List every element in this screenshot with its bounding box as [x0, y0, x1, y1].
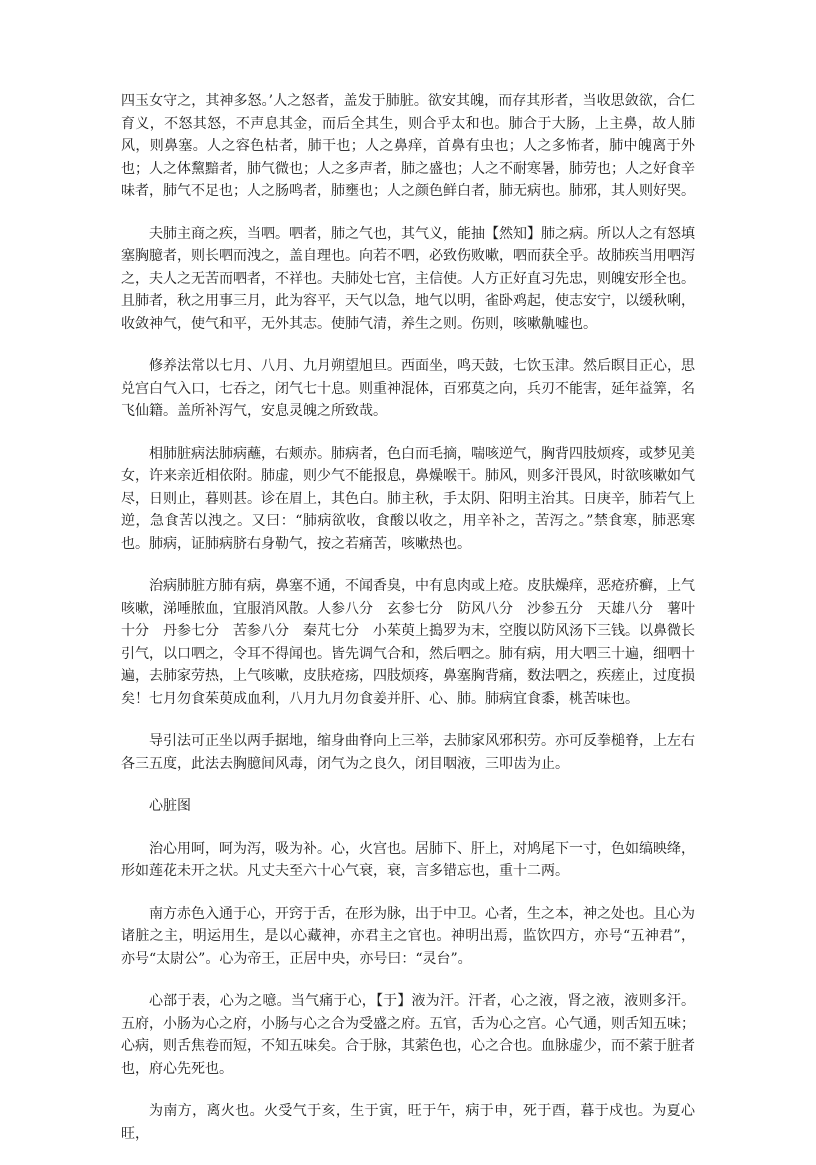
paragraph: 夫肺主商之疾，当呬。呬者，肺之气也，其气义，能抽【然知】肺之病。所以人之有怒填塞胸臆者，则长呬而洩之，盖自理也。向若不呬，必致伤败嗽，呬而获全乎。故肺疾当用呬泻之，夫人之无苦而呬者，不祥也。夫肺处七宫，主信使。人方正好直习先忠，则魄安形全也。且肺者，秋之用事三月，此为容平，天气以急，地气以明，雀卧鸡起，使志安宁，以缓秋唎，收敛神气，使气和平，无外其志。使肺气清，养生之则。伤则，咳嗽鼽嘘也。: [121, 225, 695, 332]
paragraph: 南方赤色入通于心，开窍于舌，在形为脉，出于中卫。心者，生之本，神之处也。且心为诸脏之主，明运用生，是以心藏神，亦君主之官也。神明出焉，监饮四方，亦号“五神君”，亦号“太尉公”。心为帝王，正居中央，亦号曰：“灵台”。: [121, 905, 695, 967]
section-heading: 心脏图: [149, 798, 191, 814]
paragraph: 心部于表，心为之噫。当气痛于心，【于】液为汗。汗者，心之液，肾之液，液则多汗。五府，小肠为心之府，小肠与心之合为受盛之府。五官，舌为心之宫。心气通，则舌知五味；心病，则舌焦卷而短，不知五味矣。合于脉，其萦色也，心之合也。血脉虚少，而不萦于脏者也，府心先死也。: [121, 993, 695, 1077]
paragraph: 治病肺脏方肺有病，鼻塞不通，不闻香臭，中有息肉或上疮。皮肤燥痒，恶疮疥癣，上气咳嗽，涕唾脓血，宜服消风散。人参八分 玄参七分 防风八分 沙参五分 天雄八分 薯叶十分 丹参七分 苦参八分 秦芃七分 小茱萸上搗罗为末，空腹以防风汤下三钱。以鼻微长引气，以口呬之，令耳不得闻也。皆先调气合和，然后呬之。肺有病，用大呬三十遍，细呬十遍，去肺家劳热，上气咳嗽，皮肤疮疡，四肢烦疼，鼻塞胸背痛，数法呬之，疾瘥止，过度损矣！七月勿食茱萸成血利，八月九月勿食姜并肝、心、肺。肺病宜食黍，桃苦味也。: [121, 578, 695, 707]
paragraph: 修养法常以七月、八月、九月朔望旭旦。西面坐，鸣天鼓，七饮玉津。然后瞑目正心，思兑宫白气入口，七吞之，闭气七十息。则重神混体，百邪莫之向，兵刃不能害，延年益筭，名飞仙籍。盖所补泻气，安息灵魄之所致哉。: [121, 358, 695, 419]
paragraph: 治心用呵，呵为泻，吸为补。心，火宫也。居肺下、肝上，对鸠尾下一寸，色如缟映绛，形如莲花未开之状。凡丈夫至六十心气衰，衰，言多错忘也，重十二两。: [121, 840, 695, 879]
paragraph: 四玉女守之，其神多怒。’人之怒者，盖发于肺脏。欲安其魄，而存其形者，当收思敛欲，合仁育义，不怒其怒，不声息其金，而后全其生，则合乎太和也。肺合于大肠，上主鼻，故人肺风，则鼻塞。人之容色枯者，肺干也；人之鼻痒，首鼻有虫也；人之多怖者，肺中魄离于外也；人之体黧黯者，肺气微也；人之多声者，肺之盛也；人之不耐寒暑，肺劳也；人之好食辛味者，肺气不足也；人之肠鸣者，肺壅也；人之颜色鲜白者，肺无病也。肺邪，其人则好哭。: [121, 93, 695, 199]
paragraph: 相肺脏病法肺病蘸，右颊赤。肺病者，色白而毛摘，喘咳逆气，胸背四肢烦疼，或梦见美女，许来亲近相依附。肺虚，则少气不能报息，鼻燥喉干。肺风，则多汗畏风，时欲咳嗽如气尽，日则止，暮则甚。诊在眉上，其色白。肺主秋，手太阴、阳明主治其。日庚辛，肺若气上逆，急食苦以洩之。又曰：“肺病欲收，食酸以收之，用辛补之，苦泻之。”禁食寒，肺恶寒也。肺病，证肺病脐右身勒气，按之若痛苦，咳嗽热也。: [121, 445, 695, 552]
document-body: [121, 90, 695, 1165]
paragraph: 导引法可正坐以两手据地，缩身曲脊向上三举，去肺家风邪积劳。亦可反拳槌脊，上左右各三五度，此法去胸臆间风毒，闭气为之良久，闭目咽液，三叩齿为止。: [121, 733, 695, 772]
paragraph: 为南方，离火也。火受气于亥，生于寅，旺于午，病于申，死于酉，暮于戍也。为夏心旺，: [121, 1103, 695, 1142]
